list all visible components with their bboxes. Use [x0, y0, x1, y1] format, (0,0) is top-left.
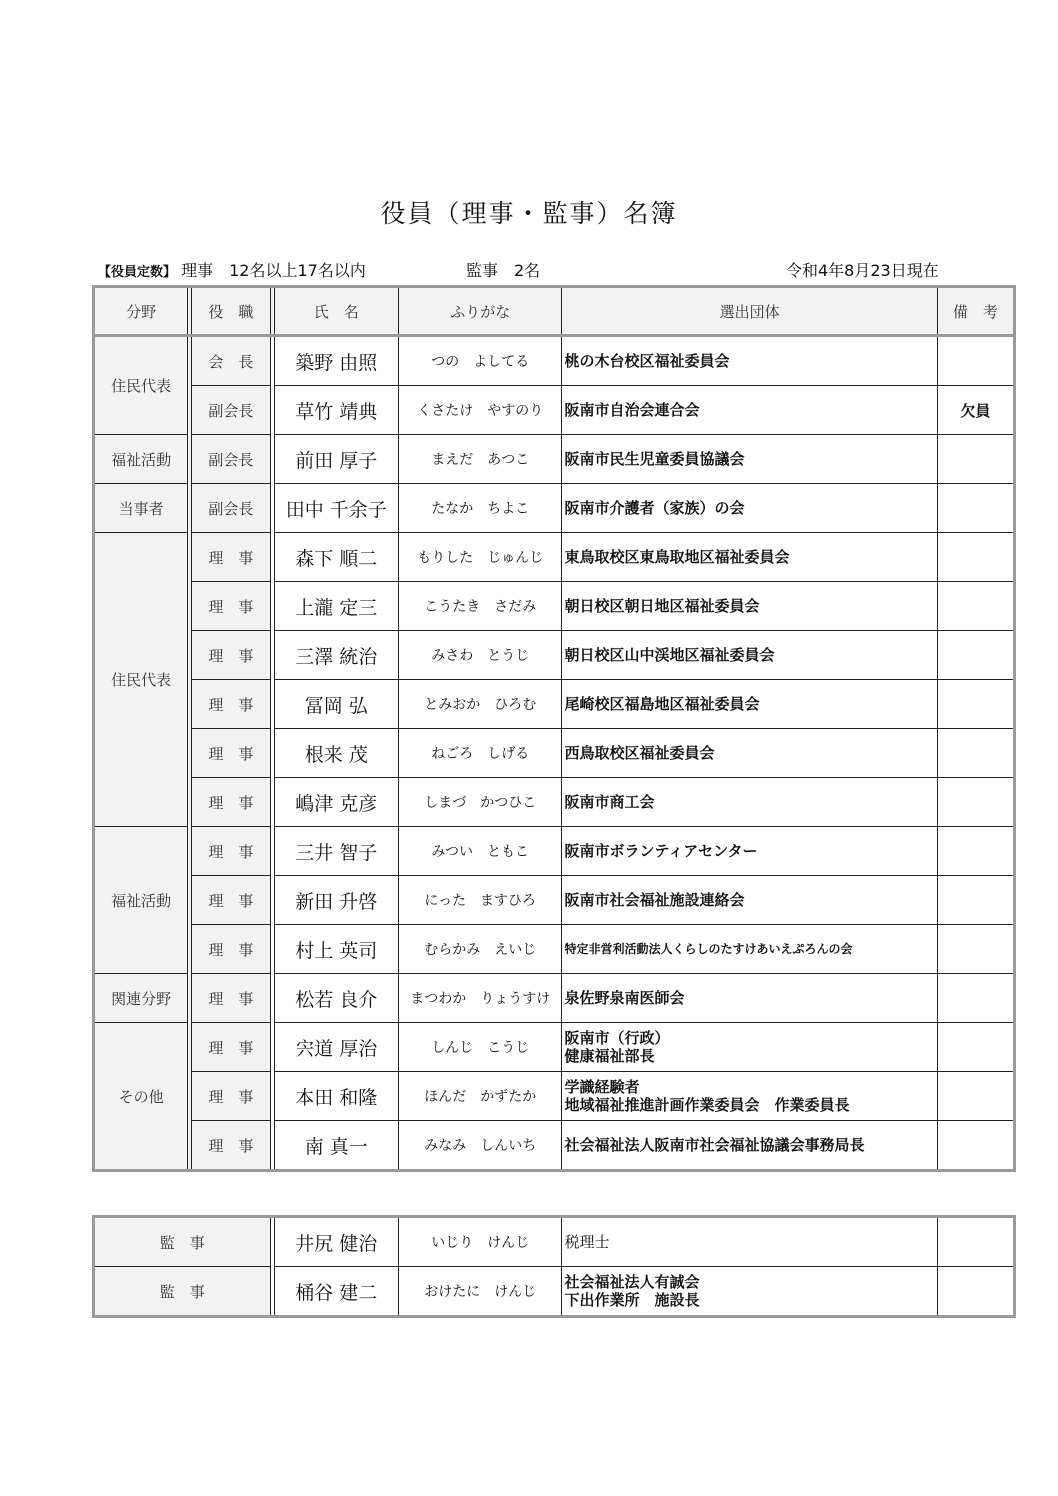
auditors-quota: 監事 2名: [466, 261, 541, 280]
remark-cell: [937, 1267, 1014, 1317]
as-of-date: 令和4年8月23日現在: [786, 261, 939, 280]
table-row: [94, 827, 1015, 876]
position-cell: 副会長: [192, 435, 270, 484]
name-cell: 宍道 厚治: [274, 1023, 398, 1072]
kana-cell: もりした じゅんじ: [398, 533, 562, 582]
name-cell: 三澤 統治: [274, 631, 398, 680]
org-cell: 西鳥取校区福祉委員会: [562, 729, 937, 778]
position-cell: 理 事: [192, 876, 270, 925]
position-cell: 理 事: [192, 729, 270, 778]
org-cell: 阪南市介護者（家族）の会: [562, 484, 937, 533]
org-cell: 阪南市民生児童委員協議会: [562, 435, 937, 484]
directors-table: [92, 285, 1016, 1172]
org-cell: 朝日校区山中渓地区福祉委員会: [562, 631, 937, 680]
position-cell: 理 事: [192, 1072, 270, 1121]
header-name: 氏 名: [274, 287, 398, 336]
remark-cell: [937, 778, 1014, 827]
table-row: [94, 484, 1015, 533]
field-cell: 住民代表: [94, 533, 188, 827]
org-cell: 阪南市社会福祉施設連絡会: [562, 876, 937, 925]
org-cell: [562, 1072, 937, 1121]
position-cell: 理 事: [192, 1023, 270, 1072]
header-row: [94, 287, 1015, 336]
field-cell: 住民代表: [94, 336, 188, 435]
position-cell: 理 事: [192, 778, 270, 827]
table-row: [94, 925, 1015, 974]
directors-quota: 理事 12名以上17名以内: [181, 261, 366, 280]
kana-cell: むらかみ えいじ: [398, 925, 562, 974]
field-cell: その他: [94, 1023, 188, 1171]
org-cell: 東鳥取校区東鳥取地区福祉委員会: [562, 533, 937, 582]
org-cell: 特定非営利活動法人くらしのたすけあいえぷろんの会: [562, 925, 937, 974]
table-row: [94, 876, 1015, 925]
kana-cell: つの よしてる: [398, 336, 562, 386]
org-cell: 朝日校区朝日地区福祉委員会: [562, 582, 937, 631]
remark-cell: [937, 1023, 1014, 1072]
kana-cell: しまづ かつひこ: [398, 778, 562, 827]
field-cell: 福祉活動: [94, 435, 188, 484]
name-cell: 森下 順二: [274, 533, 398, 582]
kana-cell: みさわ とうじ: [398, 631, 562, 680]
name-cell: 嶋津 克彦: [274, 778, 398, 827]
table-row: [94, 1023, 1015, 1072]
position-cell: 理 事: [192, 1121, 270, 1171]
table-row: [94, 729, 1015, 778]
position-cell: 会 長: [192, 336, 270, 386]
name-cell: 三井 智子: [274, 827, 398, 876]
remark-cell: [937, 827, 1014, 876]
table-row: [94, 778, 1015, 827]
position-cell: 監 事: [94, 1217, 271, 1267]
kana-cell: みつい ともこ: [398, 827, 562, 876]
kana-cell: とみおか ひろむ: [398, 680, 562, 729]
table-row: [94, 1072, 1015, 1121]
table-row: [94, 582, 1015, 631]
kana-cell: みなみ しんいち: [398, 1121, 562, 1171]
position-cell: 理 事: [192, 680, 270, 729]
org-cell: 阪南市商工会: [562, 778, 937, 827]
remark-cell: [937, 680, 1014, 729]
org-cell: 桃の木台校区福祉委員会: [562, 336, 937, 386]
org-cell: 尾崎校区福島地区福祉委員会: [562, 680, 937, 729]
auditors-table: [92, 1215, 1016, 1318]
table-row: [94, 680, 1015, 729]
kana-cell: くさたけ やすのり: [398, 386, 562, 435]
remark-cell: [937, 729, 1014, 778]
header-org: 選出団体: [562, 287, 937, 336]
position-cell: 監 事: [94, 1267, 271, 1317]
name-cell: 井尻 健治: [274, 1217, 398, 1267]
remark-cell: [937, 974, 1014, 1023]
org-line-1: 阪南市（行政）: [564, 1029, 670, 1047]
kana-cell: たなか ちよこ: [398, 484, 562, 533]
header-position: 役 職: [192, 287, 270, 336]
quota-info: [98, 258, 366, 282]
remark-cell: [937, 1121, 1014, 1171]
remark-cell: 欠員: [937, 386, 1014, 435]
remark-cell: [937, 925, 1014, 974]
remark-cell: [937, 876, 1014, 925]
kana-cell: しんじ こうじ: [398, 1023, 562, 1072]
org-cell: 阪南市ボランティアセンター: [562, 827, 937, 876]
position-cell: 理 事: [192, 827, 270, 876]
position-cell: 副会長: [192, 484, 270, 533]
table-row: [94, 336, 1015, 386]
header-remark: 備 考: [937, 287, 1014, 336]
org-cell: [562, 1267, 937, 1317]
header-kana: ふりがな: [398, 287, 562, 336]
kana-cell: ねごろ しげる: [398, 729, 562, 778]
name-cell: 松若 良介: [274, 974, 398, 1023]
name-cell: 村上 英司: [274, 925, 398, 974]
remark-cell: [937, 435, 1014, 484]
name-cell: 根来 茂: [274, 729, 398, 778]
position-cell: 理 事: [192, 533, 270, 582]
position-cell: 理 事: [192, 631, 270, 680]
kana-cell: こうたき さだみ: [398, 582, 562, 631]
org-line-2: 地域福祉推進計画作業委員会 作業委員長: [564, 1096, 850, 1114]
table-row: [94, 631, 1015, 680]
position-cell: 理 事: [192, 925, 270, 974]
name-cell: 草竹 靖典: [274, 386, 398, 435]
org-line-1: 学識経験者: [564, 1078, 640, 1096]
page-title: 役員（理事・監事）名簿: [380, 199, 678, 228]
remark-cell: [937, 1217, 1014, 1267]
kana-cell: おけたに けんじ: [398, 1267, 562, 1317]
table-row: [94, 974, 1015, 1023]
name-cell: 南 真一: [274, 1121, 398, 1171]
kana-cell: いじり けんじ: [398, 1217, 562, 1267]
table-row: [94, 386, 1015, 435]
remark-cell: [937, 582, 1014, 631]
field-cell: 福祉活動: [94, 827, 188, 974]
remark-cell: [937, 484, 1014, 533]
header-field: 分野: [94, 287, 188, 336]
remark-cell: [937, 631, 1014, 680]
org-cell: 阪南市自治会連合会: [562, 386, 937, 435]
name-cell: 新田 升啓: [274, 876, 398, 925]
name-cell: 本田 和隆: [274, 1072, 398, 1121]
org-cell: 社会福祉法人阪南市社会福祉協議会事務局長: [562, 1121, 937, 1171]
kana-cell: まえだ あつこ: [398, 435, 562, 484]
table-row: [94, 1217, 1015, 1267]
org-cell: [562, 1023, 937, 1072]
name-cell: 桶谷 建二: [274, 1267, 398, 1317]
org-line-2: 下出作業所 施設長: [564, 1291, 700, 1309]
position-cell: 理 事: [192, 582, 270, 631]
org-cell: 税理士: [562, 1217, 937, 1267]
name-cell: 上瀧 定三: [274, 582, 398, 631]
name-cell: 前田 厚子: [274, 435, 398, 484]
remark-cell: [937, 533, 1014, 582]
kana-cell: にった ますひろ: [398, 876, 562, 925]
name-cell: 田中 千余子: [274, 484, 398, 533]
org-line-2: 健康福祉部長: [564, 1047, 655, 1065]
quota-tag: 【役員定数】: [98, 265, 177, 280]
org-cell: 泉佐野泉南医師会: [562, 974, 937, 1023]
kana-cell: ほんだ かずたか: [398, 1072, 562, 1121]
table-row: [94, 1267, 1015, 1317]
field-cell: 当事者: [94, 484, 188, 533]
position-cell: 理 事: [192, 974, 270, 1023]
position-cell: 副会長: [192, 386, 270, 435]
field-cell: 関連分野: [94, 974, 188, 1023]
name-cell: 築野 由照: [274, 336, 398, 386]
name-cell: 冨岡 弘: [274, 680, 398, 729]
table-row: [94, 533, 1015, 582]
table-row: [94, 435, 1015, 484]
remark-cell: [937, 1072, 1014, 1121]
org-line-1: 社会福祉法人有誠会: [564, 1273, 700, 1291]
kana-cell: まつわか りょうすけ: [398, 974, 562, 1023]
table-row: [94, 1121, 1015, 1171]
remark-cell: [937, 336, 1014, 386]
